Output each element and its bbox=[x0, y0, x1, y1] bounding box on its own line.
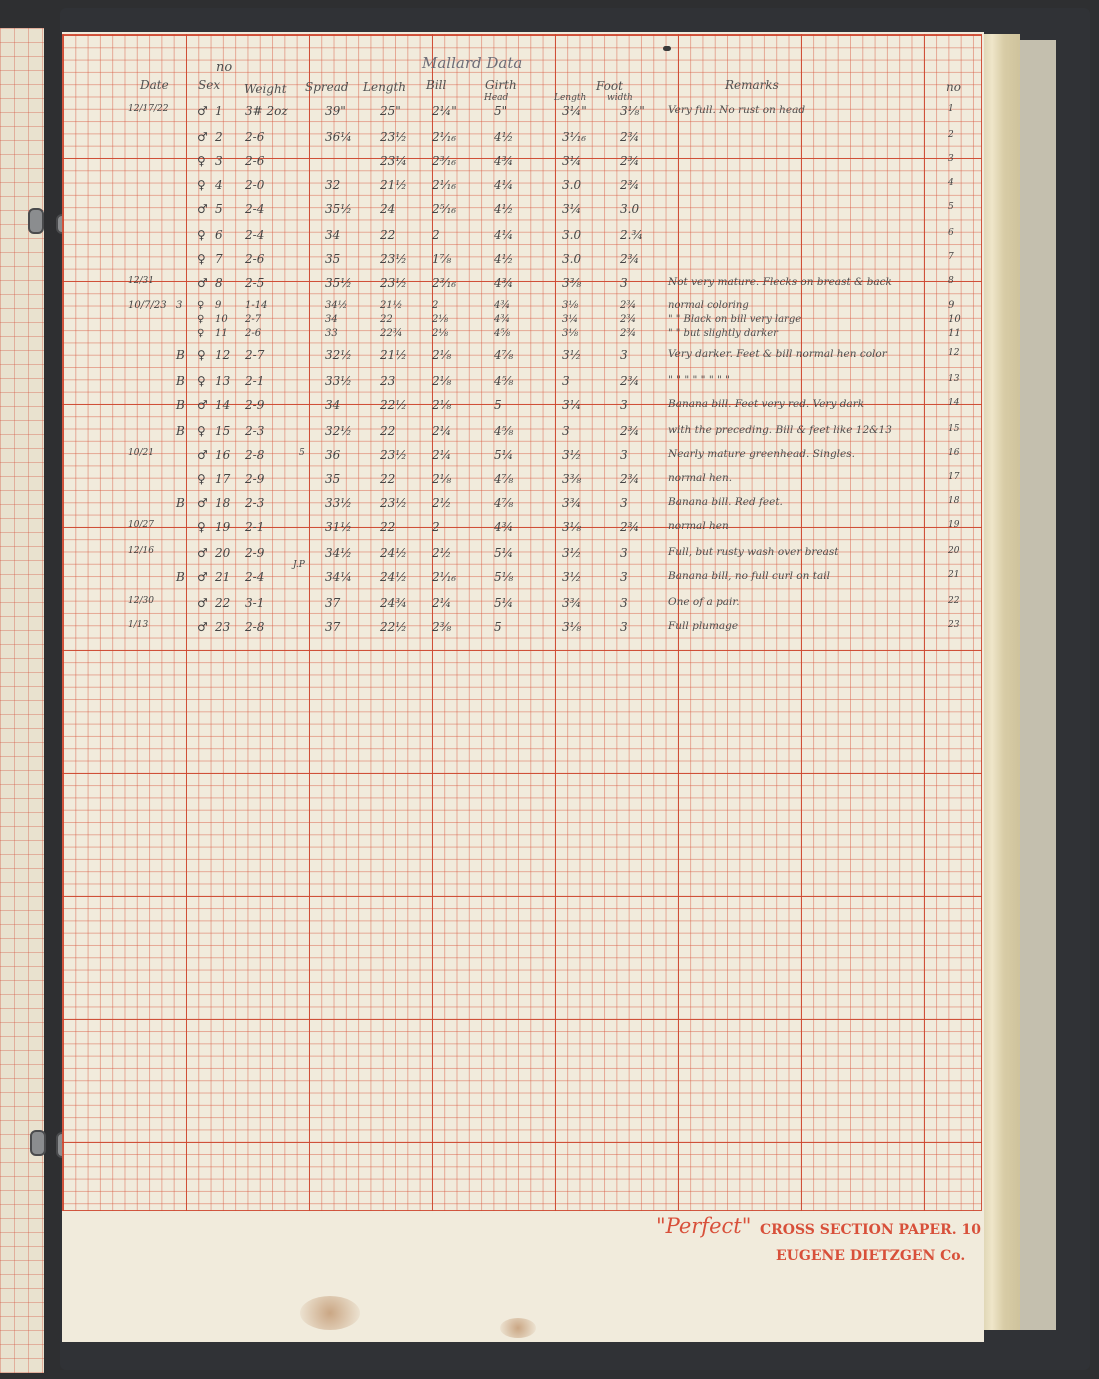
cell-sex: ♀ bbox=[197, 300, 205, 311]
cell-remarks: Very full. No rust on head bbox=[668, 104, 806, 116]
header-no: no bbox=[946, 80, 961, 94]
date-aside-note: 5 bbox=[299, 448, 305, 458]
cell-remarks: " " " " " " " " bbox=[668, 374, 731, 386]
cell-weight: 2-6 bbox=[245, 130, 265, 144]
cell-remarks: " " but slightly darker bbox=[668, 328, 778, 339]
cell-bill: 2⅛ bbox=[432, 374, 452, 388]
footer-line1: CROSS SECTION PAPER. 10 bbox=[760, 1222, 981, 1238]
cell-foot-width: 3 bbox=[620, 398, 628, 412]
cell-no: 2 bbox=[948, 130, 954, 140]
cell-date: 10/27 bbox=[128, 520, 154, 530]
binder-ring-top bbox=[28, 208, 44, 234]
cell-bill: 2¼ bbox=[432, 448, 452, 462]
cell-length: 23½ bbox=[380, 448, 407, 462]
cell-no: 10 bbox=[948, 314, 961, 325]
cell-spread: 33½ bbox=[325, 496, 352, 510]
cell-no: 23 bbox=[948, 620, 960, 630]
cell-foot-length: 3¾ bbox=[562, 496, 582, 510]
cell-num: 8 bbox=[215, 276, 223, 290]
cell-weight: 2-6 bbox=[245, 154, 265, 168]
cell-bill: 2⅛ bbox=[432, 348, 452, 362]
cell-sex: ♀ bbox=[197, 520, 206, 534]
cell-girth: 5" bbox=[494, 104, 508, 118]
cell-no: 6 bbox=[948, 228, 954, 238]
cell-foot-length: 3½ bbox=[562, 546, 582, 560]
cell-no: 4 bbox=[948, 178, 954, 188]
cell-spread: 37 bbox=[325, 596, 341, 610]
cell-foot-width: 2¾ bbox=[620, 154, 640, 168]
cell-no: 12 bbox=[948, 348, 960, 358]
cell-girth: 4¾ bbox=[494, 300, 511, 311]
cell-sex: ♀ bbox=[197, 154, 206, 168]
cell-weight: 2-1 bbox=[245, 520, 265, 534]
cell-sex: ♂ bbox=[197, 546, 208, 560]
cell-foot-length: 3.0 bbox=[562, 178, 582, 192]
cell-sex: ♂ bbox=[197, 276, 208, 290]
cell-girth: 5¼ bbox=[494, 546, 514, 560]
cell-mark: B bbox=[176, 348, 185, 362]
cell-date: 10/7/23 bbox=[128, 300, 167, 311]
cell-girth: 4⅞ bbox=[494, 472, 514, 486]
cell-no: 7 bbox=[948, 252, 954, 262]
cell-spread: 35 bbox=[325, 472, 341, 486]
cell-mark: B bbox=[176, 570, 185, 584]
cell-weight: 2-0 bbox=[245, 178, 265, 192]
cell-remarks: Full plumage bbox=[668, 620, 739, 632]
cell-sex: ♀ bbox=[197, 314, 205, 325]
cell-bill: 2¹⁄₁₆ bbox=[432, 178, 457, 192]
cell-num: 15 bbox=[215, 424, 231, 438]
page-edges bbox=[980, 34, 1020, 1330]
cell-no: 9 bbox=[948, 300, 955, 311]
cell-foot-length: 3⅛ bbox=[562, 328, 579, 339]
cell-foot-width: 2¾ bbox=[620, 424, 640, 438]
footer-line2: EUGENE DIETZGEN Co. bbox=[776, 1248, 966, 1264]
cell-num: 10 bbox=[215, 314, 228, 325]
cell-num: 3 bbox=[215, 154, 223, 168]
cell-foot-length: 3½ bbox=[562, 348, 582, 362]
cell-mark: B bbox=[176, 496, 185, 510]
cell-no: 3 bbox=[948, 154, 954, 164]
cell-sex: ♀ bbox=[197, 252, 206, 266]
cell-length: 23 bbox=[380, 374, 396, 388]
cell-bill: 2¼" bbox=[432, 104, 457, 118]
cell-foot-width: 2¾ bbox=[620, 328, 637, 339]
cell-sex: ♂ bbox=[197, 496, 208, 510]
ink-dot bbox=[663, 46, 671, 51]
cell-remarks: normal coloring bbox=[668, 300, 749, 311]
cell-bill: 2¹⁄₁₆ bbox=[432, 570, 457, 584]
cell-weight: 3-1 bbox=[245, 596, 265, 610]
cell-num: 14 bbox=[215, 398, 231, 412]
cell-bill: 2¹⁄₁₆ bbox=[432, 130, 457, 144]
cell-foot-length: 3.0 bbox=[562, 228, 582, 242]
cell-sex: ♂ bbox=[197, 104, 208, 118]
cell-girth: 4⅞ bbox=[494, 348, 514, 362]
cell-mark: B bbox=[176, 374, 185, 388]
cell-remarks: with the preceding. Bill & feet like 12&13 bbox=[668, 424, 892, 436]
cell-mark: 3 bbox=[176, 300, 183, 311]
cell-date: 12/16 bbox=[128, 546, 154, 556]
cell-weight: 2-7 bbox=[245, 348, 265, 362]
cell-sex: ♂ bbox=[197, 130, 208, 144]
cell-weight: 2-6 bbox=[245, 328, 262, 339]
cell-girth: 4¼ bbox=[494, 228, 514, 242]
cell-length: 22½ bbox=[380, 398, 407, 412]
cell-foot-length: 3¹⁄₁₆ bbox=[562, 130, 587, 144]
cell-length: 21½ bbox=[380, 178, 407, 192]
cell-spread: 33½ bbox=[325, 374, 352, 388]
cell-no: 1 bbox=[948, 104, 954, 114]
cell-bill: 2³⁄₁₆ bbox=[432, 276, 457, 290]
cell-remarks: normal hen bbox=[668, 520, 729, 532]
cell-foot-length: 3 bbox=[562, 374, 570, 388]
cell-length: 22 bbox=[380, 314, 393, 325]
cell-length: 23¼ bbox=[380, 154, 407, 168]
cell-foot-width: 3 bbox=[620, 620, 628, 634]
cell-foot-width: 2¾ bbox=[620, 520, 640, 534]
cell-num: 12 bbox=[215, 348, 231, 362]
header-sex: Sex bbox=[198, 78, 221, 92]
cell-foot-length: 3½ bbox=[562, 448, 582, 462]
cell-foot-width: 2¾ bbox=[620, 130, 640, 144]
cell-remarks: Nearly mature greenhead. Singles. bbox=[668, 448, 855, 460]
cell-sex: ♀ bbox=[197, 424, 206, 438]
cell-no: 21 bbox=[948, 570, 960, 580]
cell-num: 19 bbox=[215, 520, 231, 534]
cell-foot-length: 3½ bbox=[562, 570, 582, 584]
cell-weight: 2-5 bbox=[245, 276, 265, 290]
cell-spread: 35 bbox=[325, 252, 341, 266]
header-no-mark: no bbox=[216, 60, 233, 75]
cell-no: 18 bbox=[948, 496, 960, 506]
header-spread: Spread bbox=[305, 80, 349, 94]
cell-sex: ♂ bbox=[197, 620, 208, 634]
cell-foot-length: 3¼ bbox=[562, 202, 582, 216]
cell-weight: 2-9 bbox=[245, 546, 265, 560]
cell-spread: 36 bbox=[325, 448, 341, 462]
header-length: Length bbox=[363, 80, 407, 94]
cell-girth: 4¼ bbox=[494, 178, 514, 192]
cell-girth: 4⅞ bbox=[494, 496, 514, 510]
cell-foot-width: 3⅛" bbox=[620, 104, 645, 118]
cell-bill: 2¼ bbox=[432, 596, 452, 610]
cell-num: 11 bbox=[215, 328, 228, 339]
cell-bill: 2⅛ bbox=[432, 328, 449, 339]
cell-spread: 35½ bbox=[325, 202, 352, 216]
header-weight: Weight bbox=[244, 82, 287, 96]
cell-num: 22 bbox=[215, 596, 231, 610]
cell-foot-width: 3 bbox=[620, 276, 628, 290]
header-foot-width: width bbox=[607, 93, 633, 103]
cell-length: 24½ bbox=[380, 570, 407, 584]
cell-foot-length: 3⅛ bbox=[562, 620, 582, 634]
cell-girth: 4⅝ bbox=[494, 374, 514, 388]
cell-weight: 2-4 bbox=[245, 202, 265, 216]
cell-num: 1 bbox=[215, 104, 223, 118]
cell-spread: 35½ bbox=[325, 276, 352, 290]
cell-date: 12/17/22 bbox=[128, 104, 169, 114]
cell-weight: 2-8 bbox=[245, 448, 265, 462]
cell-weight: 2-9 bbox=[245, 472, 265, 486]
cell-foot-length: 3⅛ bbox=[562, 300, 579, 311]
cell-girth: 5 bbox=[494, 620, 502, 634]
cell-weight: 2-6 bbox=[245, 252, 265, 266]
cell-weight: 2-9 bbox=[245, 398, 265, 412]
cell-weight: 2-3 bbox=[245, 424, 265, 438]
cell-foot-width: 2¾ bbox=[620, 252, 640, 266]
cell-no: 11 bbox=[948, 328, 961, 339]
cell-girth: 5¼ bbox=[494, 596, 514, 610]
cell-bill: 2 bbox=[432, 520, 440, 534]
cell-bill: 1⅞ bbox=[432, 252, 452, 266]
cell-sex: ♂ bbox=[197, 202, 208, 216]
cell-no: 16 bbox=[948, 448, 960, 458]
cell-sex: ♂ bbox=[197, 448, 208, 462]
cell-num: 17 bbox=[215, 472, 231, 486]
cell-bill: 2 bbox=[432, 300, 439, 311]
cell-bill: 2⁵⁄₁₆ bbox=[432, 202, 457, 216]
header-girth: Girth bbox=[485, 78, 517, 92]
cell-spread: 32 bbox=[325, 178, 341, 192]
header-remarks: Remarks bbox=[725, 78, 779, 92]
cell-length: 23½ bbox=[380, 496, 407, 510]
cell-length: 22 bbox=[380, 228, 396, 242]
cell-length: 23½ bbox=[380, 276, 407, 290]
cell-num: 21 bbox=[215, 570, 231, 584]
cell-foot-width: 3.0 bbox=[620, 202, 640, 216]
cell-no: 17 bbox=[948, 472, 960, 482]
cell-length: 22½ bbox=[380, 620, 407, 634]
cell-sex: ♂ bbox=[197, 596, 208, 610]
cell-girth: 5¼ bbox=[494, 448, 514, 462]
cell-num: 18 bbox=[215, 496, 231, 510]
cell-foot-width: 2¾ bbox=[620, 374, 640, 388]
cell-girth: 4½ bbox=[494, 130, 514, 144]
cell-girth: 4½ bbox=[494, 252, 514, 266]
page-edges-back bbox=[1020, 40, 1056, 1330]
cell-bill: 2³⁄₁₆ bbox=[432, 154, 457, 168]
cell-sex: ♀ bbox=[197, 228, 206, 242]
cell-girth: 4⅝ bbox=[494, 424, 514, 438]
cell-num: 9 bbox=[215, 300, 222, 311]
cell-foot-length: 3⅛ bbox=[562, 520, 582, 534]
cell-remarks: One of a pair. bbox=[668, 596, 740, 608]
cell-remarks: " " Black on bill very large bbox=[668, 314, 802, 325]
cell-length: 22¾ bbox=[380, 328, 403, 339]
cell-foot-width: 3 bbox=[620, 448, 628, 462]
cell-length: 21½ bbox=[380, 300, 403, 311]
cell-bill: 2⅛ bbox=[432, 472, 452, 486]
cell-num: 7 bbox=[215, 252, 223, 266]
cell-no: 13 bbox=[948, 374, 960, 384]
cell-bill: 2 bbox=[432, 228, 440, 242]
cell-sex: ♂ bbox=[197, 570, 208, 584]
cell-length: 22 bbox=[380, 472, 396, 486]
cell-remarks: Not very mature. Flecks on breast & back bbox=[668, 276, 892, 288]
header-girth-sub: Head bbox=[484, 93, 509, 103]
cell-spread: 34½ bbox=[325, 300, 348, 311]
cell-spread: 34½ bbox=[325, 546, 352, 560]
cell-weight: 3# 2oz bbox=[245, 104, 288, 118]
cell-weight: 1-14 bbox=[245, 300, 268, 311]
cell-length: 22 bbox=[380, 520, 396, 534]
cell-no: 5 bbox=[948, 202, 954, 212]
cell-sex: ♀ bbox=[197, 374, 206, 388]
footer-brand: "Perfect" bbox=[656, 1214, 752, 1238]
cell-num: 2 bbox=[215, 130, 223, 144]
binder-ring-bottom bbox=[30, 1130, 46, 1156]
cell-bill: 2⅛ bbox=[432, 314, 449, 325]
cell-sex: ♀ bbox=[197, 328, 205, 339]
cell-spread: 33 bbox=[325, 328, 338, 339]
cell-bill: 2½ bbox=[432, 546, 452, 560]
stain-mark bbox=[500, 1318, 536, 1338]
cell-date: 12/31 bbox=[128, 276, 154, 286]
cell-num: 6 bbox=[215, 228, 223, 242]
cell-length: 25" bbox=[380, 104, 401, 118]
cell-no: 15 bbox=[948, 424, 960, 434]
cell-sex: ♀ bbox=[197, 348, 206, 362]
cell-foot-width: 3 bbox=[620, 570, 628, 584]
cell-length: 24¾ bbox=[380, 596, 407, 610]
cell-no: 14 bbox=[948, 398, 960, 408]
cell-girth: 4½ bbox=[494, 202, 514, 216]
cell-no: 8 bbox=[948, 276, 954, 286]
cell-foot-width: 2¾ bbox=[620, 472, 640, 486]
cell-spread: 34¼ bbox=[325, 570, 352, 584]
cell-foot-length: 3¼ bbox=[562, 398, 582, 412]
cell-foot-width: 3 bbox=[620, 348, 628, 362]
cell-bill: 2⅜ bbox=[432, 620, 452, 634]
cell-num: 16 bbox=[215, 448, 231, 462]
cell-weight: 2-8 bbox=[245, 620, 265, 634]
cell-length: 24 bbox=[380, 202, 396, 216]
cell-girth: 5⅛ bbox=[494, 570, 514, 584]
cell-num: 23 bbox=[215, 620, 231, 634]
cell-spread: 39" bbox=[325, 104, 346, 118]
cell-foot-width: 2¾ bbox=[620, 178, 640, 192]
cell-date: 10/21 bbox=[128, 448, 154, 458]
cell-girth: 4¾ bbox=[494, 154, 514, 168]
cell-length: 24½ bbox=[380, 546, 407, 560]
cell-bill: 2½ bbox=[432, 496, 452, 510]
header-date: Date bbox=[140, 78, 169, 92]
cell-girth: 4¾ bbox=[494, 276, 514, 290]
cell-spread: 34 bbox=[325, 314, 338, 325]
cell-sex: ♂ bbox=[197, 398, 208, 412]
cell-spread: 31½ bbox=[325, 520, 352, 534]
weight-aside-note: J.P bbox=[293, 560, 305, 570]
cell-mark: B bbox=[176, 398, 185, 412]
cell-bill: 2¼ bbox=[432, 424, 452, 438]
cell-weight: 2-4 bbox=[245, 570, 265, 584]
header-foot-top: Foot bbox=[596, 79, 623, 93]
cell-remarks: Banana bill. Feet very red. Very dark bbox=[668, 398, 865, 410]
cell-girth: 5 bbox=[494, 398, 502, 412]
cell-foot-length: 3⅜ bbox=[562, 472, 582, 486]
cell-weight: 2-3 bbox=[245, 496, 265, 510]
cell-date: 1/13 bbox=[128, 620, 149, 630]
cell-spread: 36¼ bbox=[325, 130, 352, 144]
cell-sex: ♀ bbox=[197, 472, 206, 486]
header-bill: Bill bbox=[426, 78, 447, 92]
header-foot-length: Length bbox=[554, 93, 587, 103]
cell-no: 20 bbox=[948, 546, 960, 556]
stain-mark bbox=[300, 1296, 360, 1330]
cell-length: 23½ bbox=[380, 130, 407, 144]
cell-remarks: Banana bill, no full curl on tail bbox=[668, 570, 830, 582]
cell-spread: 32½ bbox=[325, 348, 352, 362]
cell-sex: ♀ bbox=[197, 178, 206, 192]
cell-foot-width: 2.¾ bbox=[620, 228, 644, 242]
cell-no: 19 bbox=[948, 520, 960, 530]
cell-weight: 2-1 bbox=[245, 374, 265, 388]
cell-girth: 4¾ bbox=[494, 520, 514, 534]
cell-foot-length: 3¼" bbox=[562, 104, 587, 118]
cell-bill: 2⅛ bbox=[432, 398, 452, 412]
cell-num: 20 bbox=[215, 546, 231, 560]
cell-girth: 4¾ bbox=[494, 314, 511, 325]
cell-no: 22 bbox=[948, 596, 960, 606]
cell-foot-length: 3¾ bbox=[562, 596, 582, 610]
cell-foot-width: 2¾ bbox=[620, 300, 637, 311]
cell-foot-length: 3¼ bbox=[562, 154, 582, 168]
cell-remarks: Very darker. Feet & bill normal hen color bbox=[668, 348, 887, 360]
cell-length: 21½ bbox=[380, 348, 407, 362]
cell-num: 13 bbox=[215, 374, 231, 388]
cell-num: 5 bbox=[215, 202, 223, 216]
cell-remarks: Banana bill. Red feet. bbox=[668, 496, 783, 508]
cell-length: 23½ bbox=[380, 252, 407, 266]
cell-spread: 34 bbox=[325, 228, 341, 242]
cell-remarks: Full, but rusty wash over breast bbox=[668, 546, 839, 558]
cell-length: 22 bbox=[380, 424, 396, 438]
cell-foot-width: 3 bbox=[620, 546, 628, 560]
cell-foot-length: 3 bbox=[562, 424, 570, 438]
cell-spread: 32½ bbox=[325, 424, 352, 438]
page-title: Mallard Data bbox=[422, 54, 523, 72]
cell-foot-length: 3⅜ bbox=[562, 276, 582, 290]
cell-foot-length: 3.0 bbox=[562, 252, 582, 266]
cell-weight: 2-4 bbox=[245, 228, 265, 242]
cell-girth: 4⅝ bbox=[494, 328, 511, 339]
cell-remarks: normal hen. bbox=[668, 472, 733, 484]
cell-num: 4 bbox=[215, 178, 223, 192]
cell-foot-width: 2¾ bbox=[620, 314, 637, 325]
cell-foot-width: 3 bbox=[620, 596, 628, 610]
cell-spread: 34 bbox=[325, 398, 341, 412]
cell-foot-length: 3¼ bbox=[562, 314, 579, 325]
cell-weight: 2-7 bbox=[245, 314, 262, 325]
cell-foot-width: 3 bbox=[620, 496, 628, 510]
cell-spread: 37 bbox=[325, 620, 341, 634]
cell-date: 12/30 bbox=[128, 596, 154, 606]
cell-mark: B bbox=[176, 424, 185, 438]
